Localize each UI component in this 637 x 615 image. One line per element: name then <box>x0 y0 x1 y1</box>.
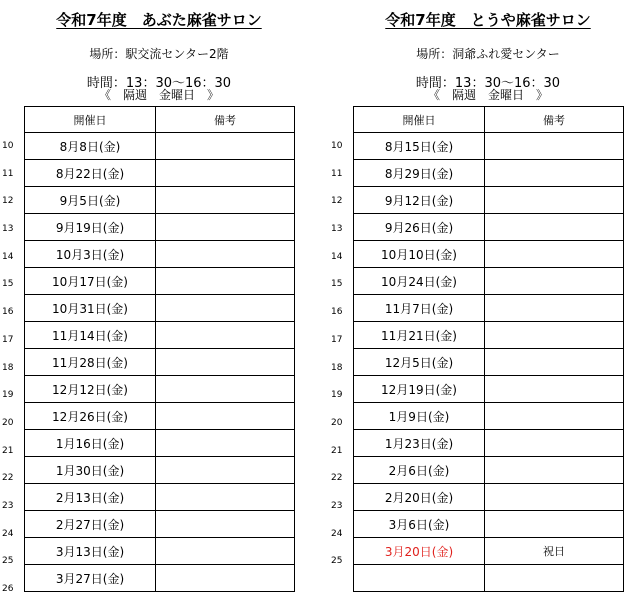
date-cell: 2月6日(金) <box>354 457 485 484</box>
date-cell: 11月28日(金) <box>25 349 156 376</box>
table-row <box>354 160 624 187</box>
table-row <box>25 349 295 376</box>
note-cell <box>485 160 624 187</box>
row-number: 10 <box>331 141 343 151</box>
note-cell <box>485 484 624 511</box>
note-cell <box>156 565 295 592</box>
row-number: 22 <box>2 473 14 484</box>
row-number: 23 <box>2 500 14 511</box>
note-cell <box>156 295 295 322</box>
note-cell <box>156 268 295 295</box>
date-cell: 1月16日(金) <box>25 430 156 457</box>
header-note: 備考 <box>156 107 295 133</box>
note-cell <box>485 376 624 403</box>
note-cell <box>485 268 624 295</box>
date-cell: 10月3日(金) <box>25 241 156 268</box>
note-cell <box>485 511 624 538</box>
date-cell: 9月5日(金) <box>25 187 156 214</box>
date-cell: 10月24日(金) <box>354 268 485 295</box>
note-cell <box>485 241 624 268</box>
table-row <box>25 268 295 295</box>
row-number: 14 <box>331 251 343 262</box>
date-cell: 10月10日(金) <box>354 241 485 268</box>
table-row <box>25 322 295 349</box>
header-date: 開催日 <box>354 107 485 133</box>
date-cell: 12月5日(金) <box>354 349 485 376</box>
note-cell: 祝日 <box>485 538 624 565</box>
table-row <box>354 403 624 430</box>
note-cell <box>485 565 624 592</box>
row-number: 19 <box>331 390 343 401</box>
note-cell <box>156 133 295 160</box>
table-row <box>25 538 295 565</box>
date-cell: 2月13日(金) <box>25 484 156 511</box>
date-cell: 3月27日(金) <box>25 565 156 592</box>
venue-text: 場所：駅交流センター2階 <box>89 47 229 61</box>
table-row <box>354 268 624 295</box>
date-cell: 8月8日(金) <box>25 133 156 160</box>
date-cell: 2月20日(金) <box>354 484 485 511</box>
date-cell: 9月19日(金) <box>25 214 156 241</box>
table-row <box>354 538 624 565</box>
row-number: 15 <box>331 279 343 290</box>
note-cell <box>156 376 295 403</box>
row-number: 15 <box>2 279 14 290</box>
table-row <box>354 295 624 322</box>
note-cell <box>156 160 295 187</box>
row-number: 24 <box>2 528 14 539</box>
time-text: 時間：13：30〜16：30 <box>86 76 232 91</box>
note-cell <box>485 133 624 160</box>
table-row <box>354 241 624 268</box>
note-cell <box>485 430 624 457</box>
table-row <box>354 565 624 592</box>
header-note: 備考 <box>485 107 624 133</box>
date-cell: 1月9日(金) <box>354 403 485 430</box>
date-cell: 11月7日(金) <box>354 295 485 322</box>
date-cell-holiday: 3月20日(金) <box>354 538 485 565</box>
page-title <box>24 9 294 30</box>
note-cell <box>156 511 295 538</box>
date-cell: 3月6日(金) <box>354 511 485 538</box>
row-number: 23 <box>331 500 343 511</box>
table-row <box>25 241 295 268</box>
frequency-text: 《 隔週 金曜日 》 <box>427 88 548 102</box>
row-number: 18 <box>2 362 14 373</box>
date-cell: 8月22日(金) <box>25 160 156 187</box>
table-row <box>25 430 295 457</box>
title-text: 令和7年度 とうや麻雀サロン <box>385 11 591 29</box>
note-cell <box>485 349 624 376</box>
table-row <box>25 214 295 241</box>
row-number: 16 <box>2 307 14 318</box>
note-cell <box>156 538 295 565</box>
date-cell: 1月23日(金) <box>354 430 485 457</box>
note-cell <box>156 403 295 430</box>
row-number: 26 <box>2 584 14 594</box>
row-number: 19 <box>2 390 14 401</box>
note-cell <box>485 457 624 484</box>
row-number: 21 <box>2 445 14 456</box>
row-number: 13 <box>331 224 343 235</box>
table-row <box>25 133 295 160</box>
date-cell <box>354 565 485 592</box>
date-cell: 8月15日(金) <box>354 133 485 160</box>
row-number: 24 <box>331 528 343 539</box>
date-cell: 9月12日(金) <box>354 187 485 214</box>
row-number: 25 <box>331 556 343 567</box>
date-cell: 12月19日(金) <box>354 376 485 403</box>
table-row <box>25 511 295 538</box>
note-cell <box>156 349 295 376</box>
frequency-text: 《 隔週 金曜日 》 <box>98 88 219 102</box>
table-header-row <box>25 107 295 133</box>
row-number: 21 <box>331 445 343 456</box>
date-cell: 10月31日(金) <box>25 295 156 322</box>
table-row <box>354 322 624 349</box>
row-number: 13 <box>2 224 14 235</box>
note-cell <box>485 322 624 349</box>
table-row <box>25 403 295 430</box>
date-cell: 12月12日(金) <box>25 376 156 403</box>
date-cell: 1月30日(金) <box>25 457 156 484</box>
date-cell: 11月14日(金) <box>25 322 156 349</box>
table-row <box>354 430 624 457</box>
row-number: 25 <box>2 556 14 567</box>
table-row <box>25 565 295 592</box>
table-row <box>25 295 295 322</box>
note-cell <box>156 484 295 511</box>
date-cell: 12月26日(金) <box>25 403 156 430</box>
row-number: 14 <box>2 251 14 262</box>
table-row <box>354 133 624 160</box>
note-cell <box>156 214 295 241</box>
date-cell: 9月26日(金) <box>354 214 485 241</box>
row-number: 11 <box>331 168 343 179</box>
header-date: 開催日 <box>25 107 156 133</box>
date-cell: 2月27日(金) <box>25 511 156 538</box>
table-header-row <box>354 107 624 133</box>
page-title <box>353 9 623 30</box>
row-number: 18 <box>331 362 343 373</box>
schedule-table <box>24 106 295 592</box>
table-row <box>354 376 624 403</box>
row-number: 17 <box>2 334 14 345</box>
note-cell <box>485 403 624 430</box>
table-row <box>25 187 295 214</box>
date-cell: 11月21日(金) <box>354 322 485 349</box>
row-number: 17 <box>331 334 343 345</box>
row-number: 20 <box>331 417 343 428</box>
row-number: 12 <box>2 196 14 207</box>
note-cell <box>156 322 295 349</box>
table-row <box>25 376 295 403</box>
note-cell <box>156 430 295 457</box>
row-number: 12 <box>331 196 343 207</box>
table-row <box>354 511 624 538</box>
row-number: 22 <box>331 473 343 484</box>
row-number: 11 <box>2 168 14 179</box>
table-row <box>354 349 624 376</box>
note-cell <box>156 241 295 268</box>
row-number: 20 <box>2 417 14 428</box>
note-cell <box>156 457 295 484</box>
time-text: 時間：13：30〜16：30 <box>415 76 561 91</box>
table-row <box>354 484 624 511</box>
table-row <box>354 457 624 484</box>
date-cell: 10月17日(金) <box>25 268 156 295</box>
note-cell <box>156 187 295 214</box>
title-text: 令和7年度 あぶた麻雀サロン <box>56 11 262 29</box>
schedule-table <box>353 106 624 592</box>
table-row <box>354 214 624 241</box>
table-row <box>25 457 295 484</box>
note-cell <box>485 295 624 322</box>
row-number <box>331 576 351 604</box>
row-number: 10 <box>2 141 14 151</box>
note-cell <box>485 187 624 214</box>
date-cell: 3月13日(金) <box>25 538 156 565</box>
table-row <box>25 160 295 187</box>
date-cell: 8月29日(金) <box>354 160 485 187</box>
venue-text: 場所：洞爺ふれ愛センター <box>416 47 560 61</box>
note-cell <box>485 214 624 241</box>
table-row <box>25 484 295 511</box>
table-row <box>354 187 624 214</box>
row-number: 16 <box>331 307 343 318</box>
row-numbers-right <box>331 106 351 604</box>
row-numbers-left <box>2 106 22 604</box>
